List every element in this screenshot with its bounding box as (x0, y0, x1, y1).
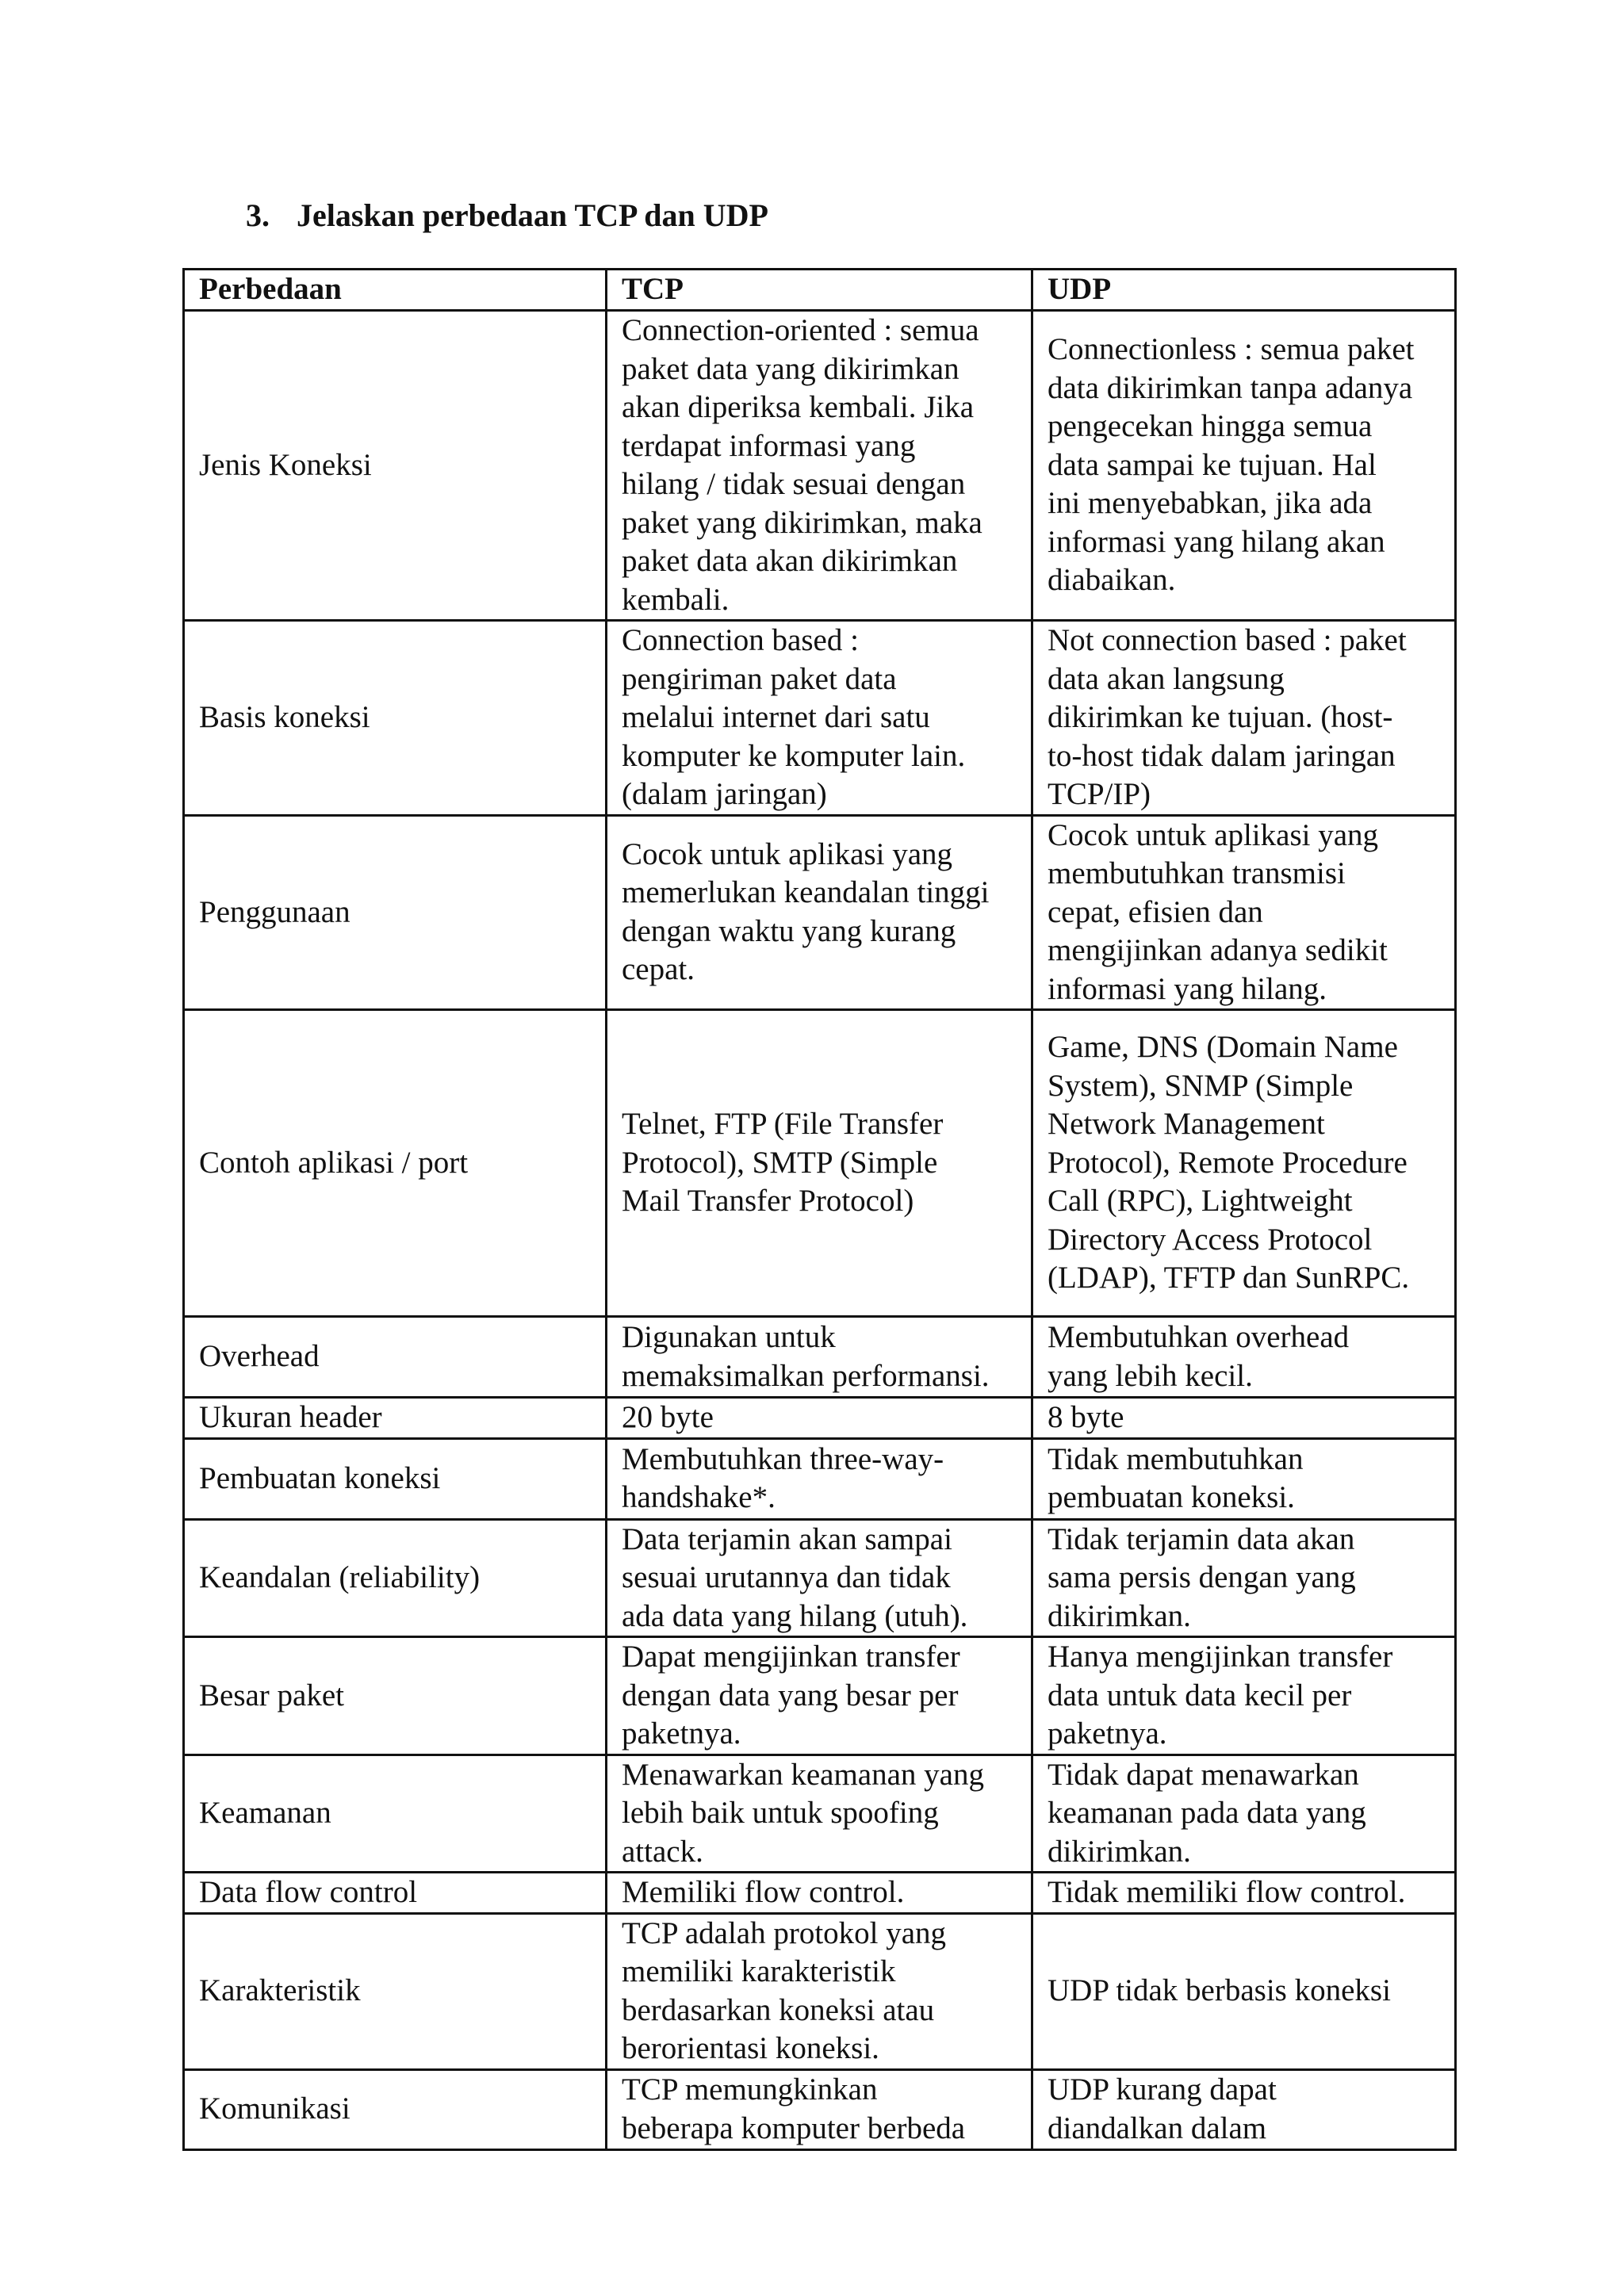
cell-aspect: Jenis Koneksi (184, 311, 607, 621)
cell-line: membutuhkan transmisi (1048, 856, 1346, 890)
cell-line: sama persis dengan yang (1048, 1560, 1356, 1594)
cell-line: Directory Access Protocol (1048, 1222, 1373, 1257)
table-row (184, 311, 1456, 621)
cell-line: paket yang dikirimkan, maka (622, 505, 982, 540)
cell-aspect: Komunikasi (184, 2069, 607, 2149)
cell-aspect: Overhead (184, 1317, 607, 1398)
cell-line: data sampai ke tujuan. Hal (1048, 447, 1377, 482)
cell-line: terdapat informasi yang (622, 428, 916, 463)
cell-line: Game, DNS (Domain Name (1048, 1030, 1398, 1065)
question-number: 3. (246, 197, 270, 233)
cell-line: handshake*. (622, 1480, 776, 1514)
table-row (184, 1519, 1456, 1637)
cell-line: Protocol), SMTP (Simple (622, 1145, 938, 1180)
cell-aspect: Besar paket (184, 1637, 607, 1755)
cell-tcp (607, 1913, 1032, 2069)
cell-tcp (607, 1438, 1032, 1519)
cell-line: UDP tidak berbasis koneksi (1048, 1973, 1391, 2008)
cell-line: Data terjamin akan sampai (622, 1521, 952, 1556)
cell-udp (1032, 621, 1456, 816)
table-row (184, 1438, 1456, 1519)
cell-line: Mail Transfer Protocol) (622, 1184, 914, 1219)
cell-line: Network Management (1048, 1107, 1325, 1142)
cell-line: paketnya. (1048, 1716, 1167, 1751)
cell-line: Memiliki flow control. (622, 1875, 905, 1909)
cell-aspect: Karakteristik (184, 1913, 607, 2069)
cell-line: Cocok untuk aplikasi yang (1048, 817, 1379, 852)
cell-line: diandalkan dalam (1048, 2110, 1267, 2145)
cell-line: diabaikan. (1048, 563, 1176, 598)
cell-line: TCP adalah protokol yang (622, 1915, 947, 1950)
cell-line: Not connection based : paket (1048, 623, 1407, 657)
question-heading (246, 193, 768, 238)
cell-line: Tidak dapat menawarkan (1048, 1757, 1359, 1792)
cell-line: hilang / tidak sesuai dengan (622, 467, 966, 501)
header-tcp: TCP (607, 270, 1032, 311)
cell-line: beberapa komputer berbeda (622, 2110, 966, 2145)
cell-line: Connection based : (622, 623, 859, 657)
cell-line: TCP/IP) (1048, 777, 1151, 811)
cell-tcp (607, 1317, 1032, 1398)
table-row (184, 1398, 1456, 1439)
cell-line: data dikirimkan tanpa adanya (1048, 370, 1413, 405)
cell-line: Hanya mengijinkan transfer (1048, 1640, 1393, 1674)
cell-udp (1032, 1398, 1456, 1439)
cell-udp (1032, 1755, 1456, 1873)
cell-line: ada data yang hilang (utuh). (622, 1598, 968, 1633)
cell-line: Tidak terjamin data akan (1048, 1521, 1355, 1556)
cell-tcp (607, 1637, 1032, 1755)
cell-line: Digunakan untuk (622, 1320, 836, 1354)
table-row (184, 815, 1456, 1010)
table-row (184, 1873, 1456, 1914)
cell-aspect: Data flow control (184, 1873, 607, 1914)
cell-line: Dapat mengijinkan transfer (622, 1640, 960, 1674)
cell-aspect: Pembuatan koneksi (184, 1438, 607, 1519)
cell-line: dengan data yang besar per (622, 1678, 959, 1712)
cell-line: (dalam jaringan) (622, 777, 827, 811)
cell-line: Cocok untuk aplikasi yang (622, 836, 953, 871)
cell-aspect: Ukuran header (184, 1398, 607, 1439)
cell-line: cepat, efisien dan (1048, 894, 1263, 929)
cell-tcp (607, 2069, 1032, 2149)
cell-line: to-host tidak dalam jaringan (1048, 738, 1396, 773)
cell-line: ini menyebabkan, jika ada (1048, 486, 1373, 521)
cell-line: Membutuhkan three-way- (622, 1441, 944, 1476)
cell-aspect: Keandalan (reliability) (184, 1519, 607, 1637)
cell-aspect: Basis koneksi (184, 621, 607, 816)
cell-line: cepat. (622, 952, 695, 987)
cell-tcp (607, 1519, 1032, 1637)
table-row (184, 1913, 1456, 2069)
header-aspect: Perbedaan (184, 270, 607, 311)
cell-line: dikirimkan. (1048, 1598, 1191, 1633)
cell-udp (1032, 1637, 1456, 1755)
cell-line: paketnya. (622, 1716, 741, 1751)
cell-tcp (607, 1873, 1032, 1914)
cell-line: paket data akan dikirimkan (622, 544, 958, 578)
cell-line: pengiriman paket data (622, 661, 897, 696)
cell-line: memiliki karakteristik (622, 1954, 896, 1988)
cell-udp (1032, 815, 1456, 1010)
cell-line: sesuai urutannya dan tidak (622, 1560, 951, 1594)
cell-aspect: Keamanan (184, 1755, 607, 1873)
cell-line: Protocol), Remote Procedure (1048, 1145, 1408, 1180)
table-row (184, 1010, 1456, 1317)
cell-line: yang lebih kecil. (1048, 1358, 1253, 1393)
cell-line: keamanan pada data yang (1048, 1796, 1366, 1830)
table-row (184, 621, 1456, 816)
cell-tcp (607, 1755, 1032, 1873)
cell-udp (1032, 311, 1456, 621)
cell-udp (1032, 1317, 1456, 1398)
cell-tcp (607, 1010, 1032, 1317)
cell-tcp (607, 1398, 1032, 1439)
header-udp: UDP (1032, 270, 1456, 311)
cell-line: Connection-oriented : semua (622, 313, 979, 347)
cell-line: kembali. (622, 582, 730, 617)
cell-line: memaksimalkan performansi. (622, 1358, 990, 1393)
cell-line: Tidak membutuhkan (1048, 1441, 1304, 1476)
cell-tcp (607, 815, 1032, 1010)
cell-line: komputer ke komputer lain. (622, 738, 966, 773)
cell-line: berorientasi koneksi. (622, 2031, 879, 2065)
cell-aspect: Penggunaan (184, 815, 607, 1010)
cell-tcp (607, 621, 1032, 816)
cell-line: data akan langsung (1048, 661, 1285, 696)
cell-line: informasi yang hilang akan (1048, 524, 1385, 559)
cell-line: Connectionless : semua paket (1048, 332, 1415, 367)
cell-line: TCP memungkinkan (622, 2072, 878, 2107)
cell-line: System), SNMP (Simple (1048, 1068, 1354, 1103)
cell-udp (1032, 1438, 1456, 1519)
cell-line: melalui internet dari satu (622, 700, 930, 734)
cell-line: informasi yang hilang. (1048, 971, 1327, 1006)
cell-line: Menawarkan keamanan yang (622, 1757, 984, 1792)
table-row (184, 2069, 1456, 2149)
question-text: Jelaskan perbedaan TCP dan UDP (297, 197, 768, 233)
cell-line: (LDAP), TFTP dan SunRPC. (1048, 1261, 1410, 1295)
table-header-row (184, 270, 1456, 311)
cell-line: akan diperiksa kembali. Jika (622, 390, 975, 424)
cell-line: Telnet, FTP (File Transfer (622, 1107, 944, 1142)
cell-line: Tidak memiliki flow control. (1048, 1875, 1406, 1909)
cell-line: pembuatan koneksi. (1048, 1480, 1295, 1514)
comparison-table (182, 268, 1457, 2151)
cell-line: lebih baik untuk spoofing (622, 1796, 939, 1830)
cell-line: mengijinkan adanya sedikit (1048, 933, 1388, 967)
cell-line: dengan waktu yang kurang (622, 913, 956, 948)
table-body (184, 311, 1456, 2150)
cell-line: dikirimkan ke tujuan. (host- (1048, 700, 1393, 734)
cell-tcp (607, 311, 1032, 621)
table-row (184, 1317, 1456, 1398)
cell-line: dikirimkan. (1048, 1834, 1191, 1869)
cell-line: pengecekan hingga semua (1048, 409, 1373, 444)
cell-udp (1032, 1913, 1456, 2069)
cell-line: data untuk data kecil per (1048, 1678, 1352, 1712)
cell-line: UDP kurang dapat (1048, 2072, 1277, 2107)
cell-line: 20 byte (622, 1400, 714, 1434)
cell-line: Membutuhkan overhead (1048, 1320, 1350, 1354)
cell-line: attack. (622, 1834, 703, 1869)
table-row (184, 1637, 1456, 1755)
cell-udp (1032, 1010, 1456, 1317)
cell-line: paket data yang dikirimkan (622, 351, 959, 386)
cell-udp (1032, 2069, 1456, 2149)
cell-line: Call (RPC), Lightweight (1048, 1184, 1353, 1219)
cell-udp (1032, 1873, 1456, 1914)
cell-line: memerlukan keandalan tinggi (622, 875, 990, 910)
cell-udp (1032, 1519, 1456, 1637)
cell-line: 8 byte (1048, 1400, 1124, 1434)
table-row (184, 1755, 1456, 1873)
cell-aspect: Contoh aplikasi / port (184, 1010, 607, 1317)
cell-line: berdasarkan koneksi atau (622, 1992, 935, 2027)
